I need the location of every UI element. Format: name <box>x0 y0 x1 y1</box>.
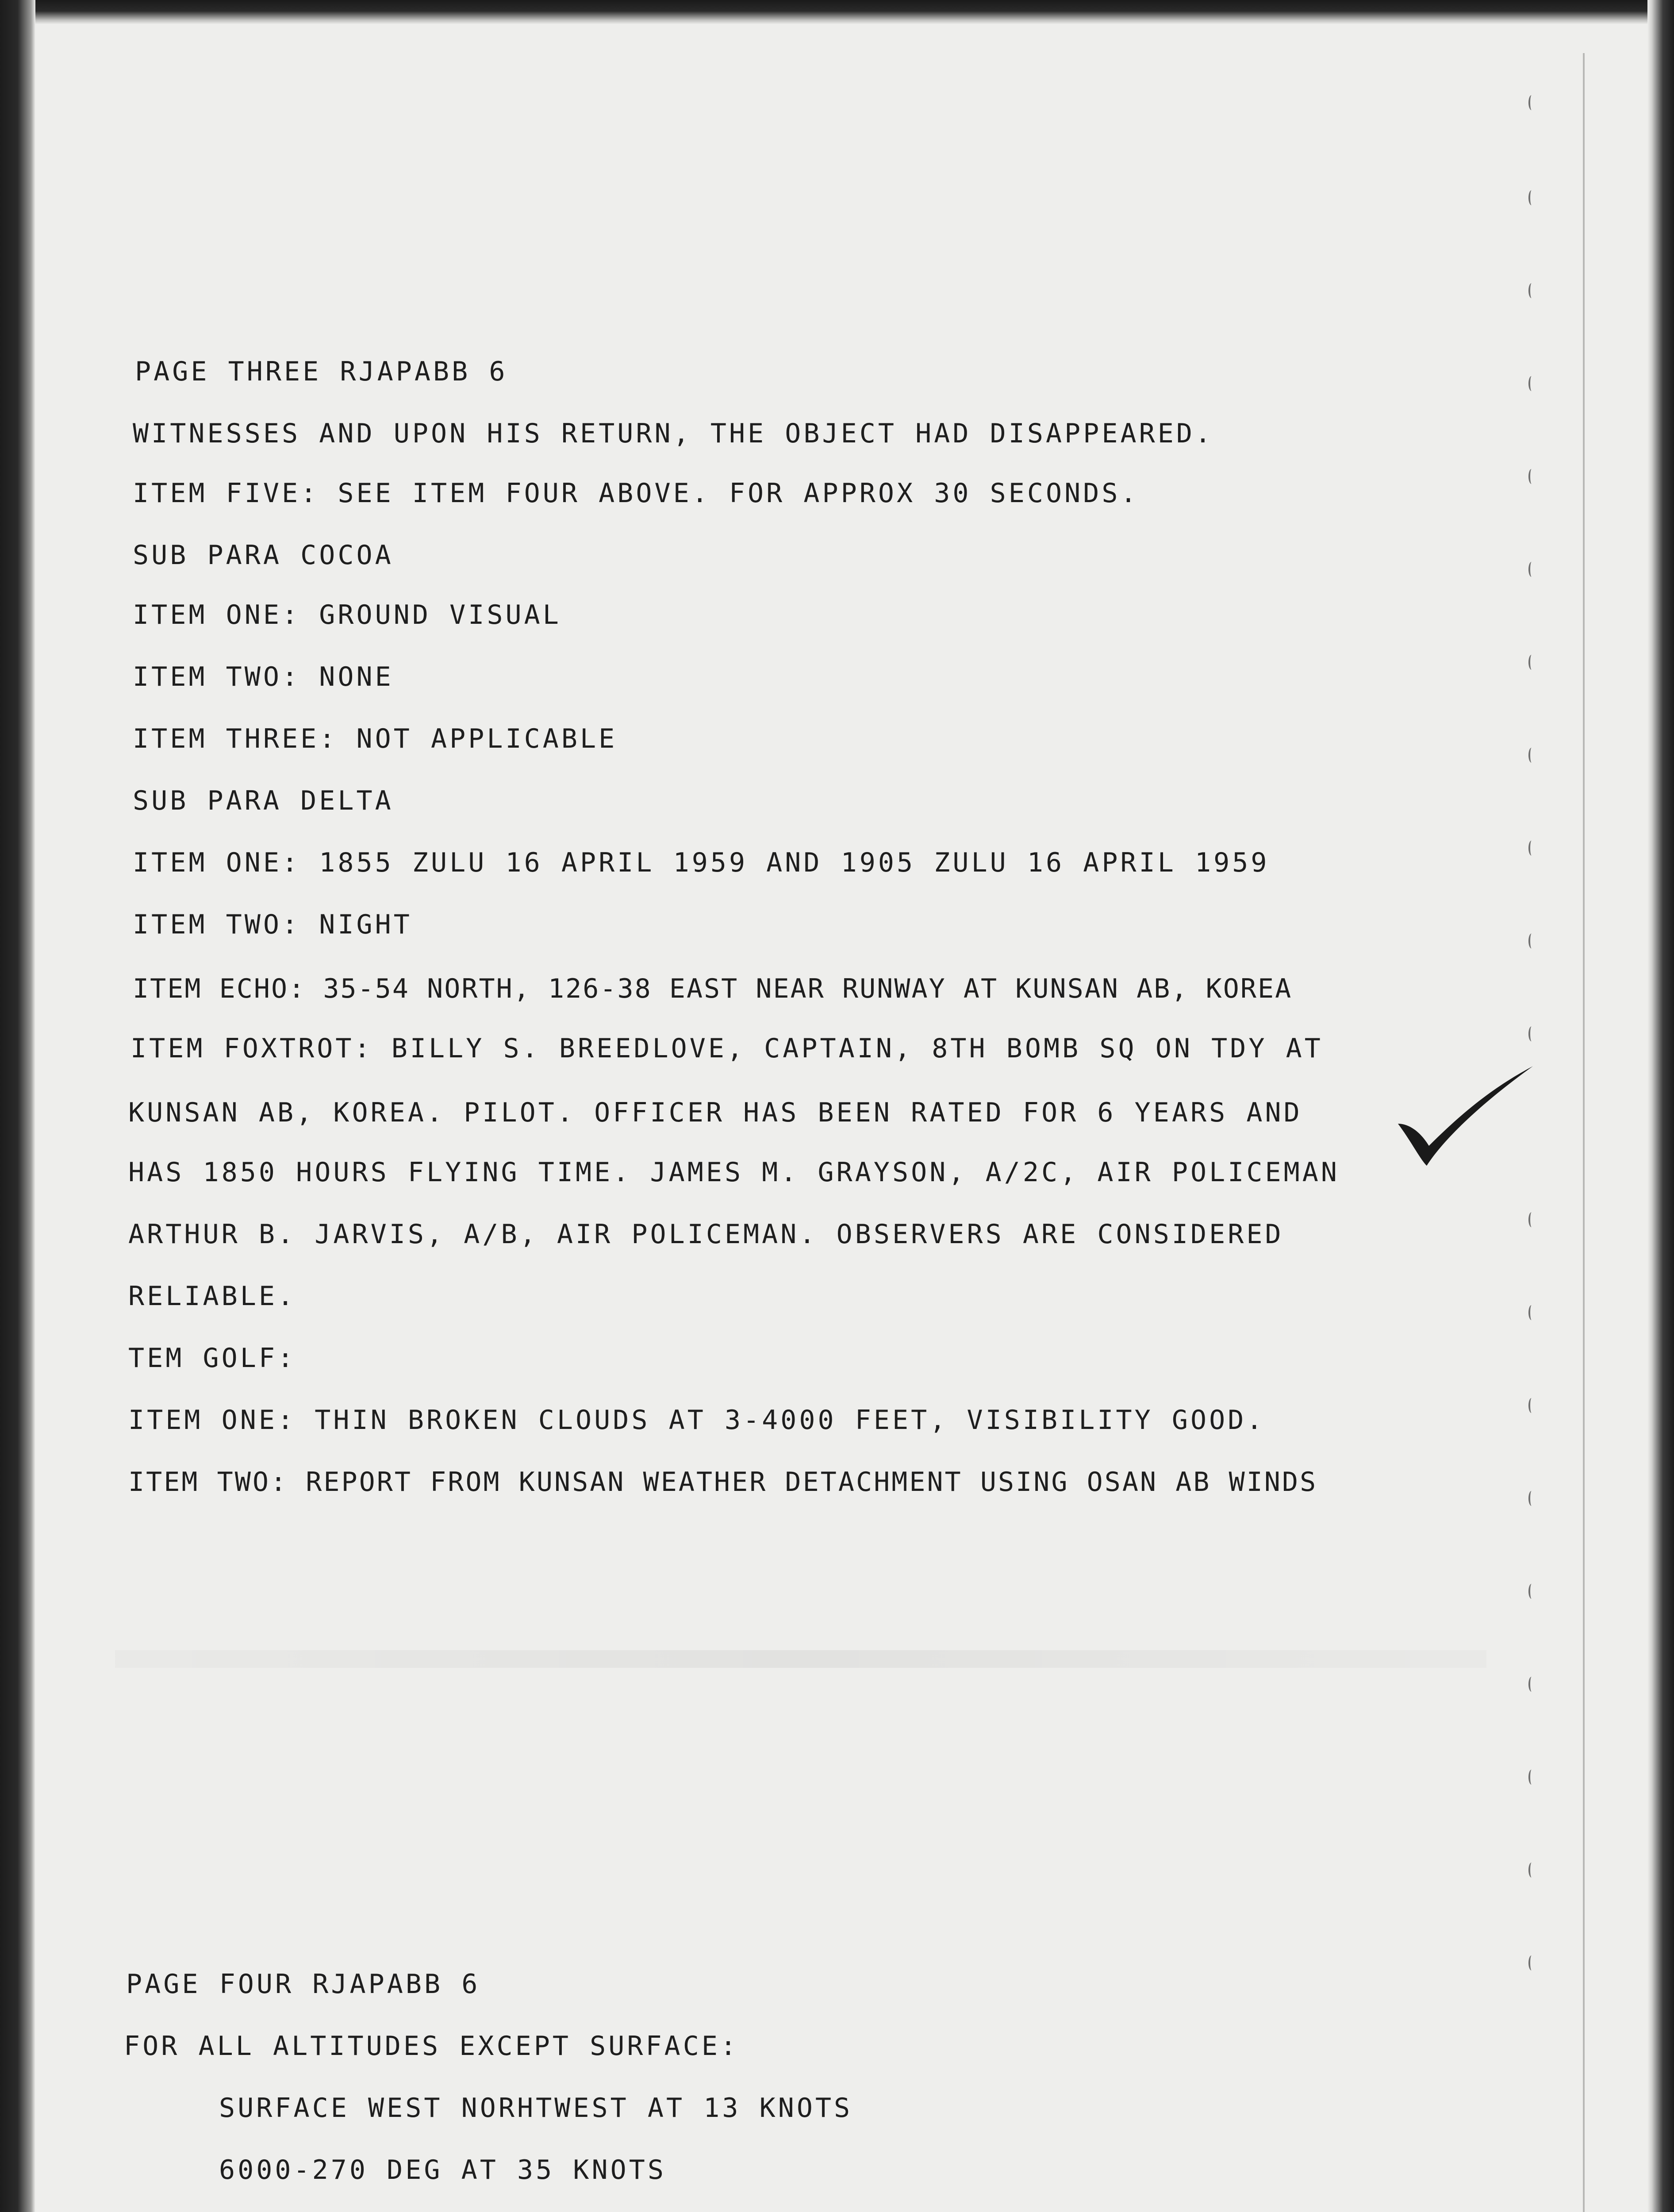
binder-mark <box>1528 748 1535 763</box>
text-line: ITEM TWO: NONE <box>133 661 394 692</box>
wind-entry: 6000-270 DEG AT 35 KNOTS <box>219 2154 666 2185</box>
binder-mark <box>1528 1770 1535 1785</box>
text-line: SUB PARA DELTA <box>133 785 394 816</box>
scan-border-left <box>0 0 35 2212</box>
text-line: ITEM ONE: GROUND VISUAL <box>133 599 561 630</box>
binder-mark <box>1528 190 1535 205</box>
text-line: KUNSAN AB, KOREA. PILOT. OFFICER HAS BEEN RATED FOR 6 YEARS AND <box>128 1097 1302 1128</box>
page-header: PAGE FOUR RJAPABB 6 <box>126 1969 480 2000</box>
text-line: ITEM TWO: NIGHT <box>133 909 412 940</box>
text-line: ITEM FOXTROT: BILLY S. BREEDLOVE, CAPTAIN, 8TH BOMB SQ ON TDY AT <box>131 1033 1323 1064</box>
text-line: RELIABLE. <box>128 1281 296 1312</box>
text-line: ITEM ONE: 1855 ZULU 16 APRIL 1959 AND 1905 ZULU 16 APRIL 1959 <box>133 847 1270 878</box>
text-line: ITEM THREE: NOT APPLICABLE <box>133 723 618 754</box>
text-line: ITEM ONE: THIN BROKEN CLOUDS AT 3-4000 FEET, VISIBILITY GOOD. <box>128 1405 1265 1436</box>
binder-mark <box>1528 1863 1535 1878</box>
binder-mark <box>1528 1491 1535 1506</box>
binder-mark <box>1528 841 1535 856</box>
page-header: PAGE THREE RJAPABB 6 <box>135 356 508 387</box>
text-line: SUB PARA COCOA <box>133 540 394 571</box>
binder-mark <box>1528 469 1535 484</box>
binder-mark <box>1528 933 1535 949</box>
bleed-through-mark <box>115 1650 1486 1668</box>
binder-mark <box>1528 1584 1535 1599</box>
binder-mark <box>1528 655 1535 670</box>
text-line: ITEM FIVE: SEE ITEM FOUR ABOVE. FOR APPROX 30 SECONDS. <box>133 478 1139 509</box>
binder-mark <box>1528 562 1535 577</box>
text-line: ITEM ECHO: 35-54 NORTH, 126-38 EAST NEAR RUNWAY AT KUNSAN AB, KOREA <box>133 973 1293 1004</box>
scan-border-top <box>0 0 1674 24</box>
wind-entry: SURFACE WEST NORHTWEST AT 13 KNOTS <box>219 2093 853 2124</box>
binder-mark <box>1528 1398 1535 1413</box>
text-line: FOR ALL ALTITUDES EXCEPT SURFACE: <box>124 2031 739 2062</box>
binder-mark <box>1528 376 1535 391</box>
binder-mark <box>1528 283 1535 298</box>
binder-mark <box>1528 1955 1535 1970</box>
margin-rule <box>1583 53 1585 2212</box>
text-line: TEM GOLF: <box>128 1343 296 1374</box>
binder-mark <box>1528 1305 1535 1320</box>
text-line: WITNESSES AND UPON HIS RETURN, THE OBJECT HAD DISAPPEARED. <box>133 418 1214 449</box>
binder-mark <box>1528 1212 1535 1227</box>
binder-mark <box>1528 1677 1535 1692</box>
binder-mark <box>1528 95 1535 110</box>
text-line: ITEM TWO: REPORT FROM KUNSAN WEATHER DETACHMENT USING OSAN AB WINDS <box>128 1467 1318 1498</box>
text-line: ARTHUR B. JARVIS, A/B, AIR POLICEMAN. OBSERVERS ARE CONSIDERED <box>128 1219 1284 1250</box>
scan-border-right <box>1647 0 1674 2212</box>
handwritten-checkmark-icon <box>1394 1057 1535 1168</box>
binder-mark <box>1528 1026 1535 1041</box>
text-line: HAS 1850 HOURS FLYING TIME. JAMES M. GRAYSON, A/2C, AIR POLICEMAN <box>128 1157 1340 1188</box>
